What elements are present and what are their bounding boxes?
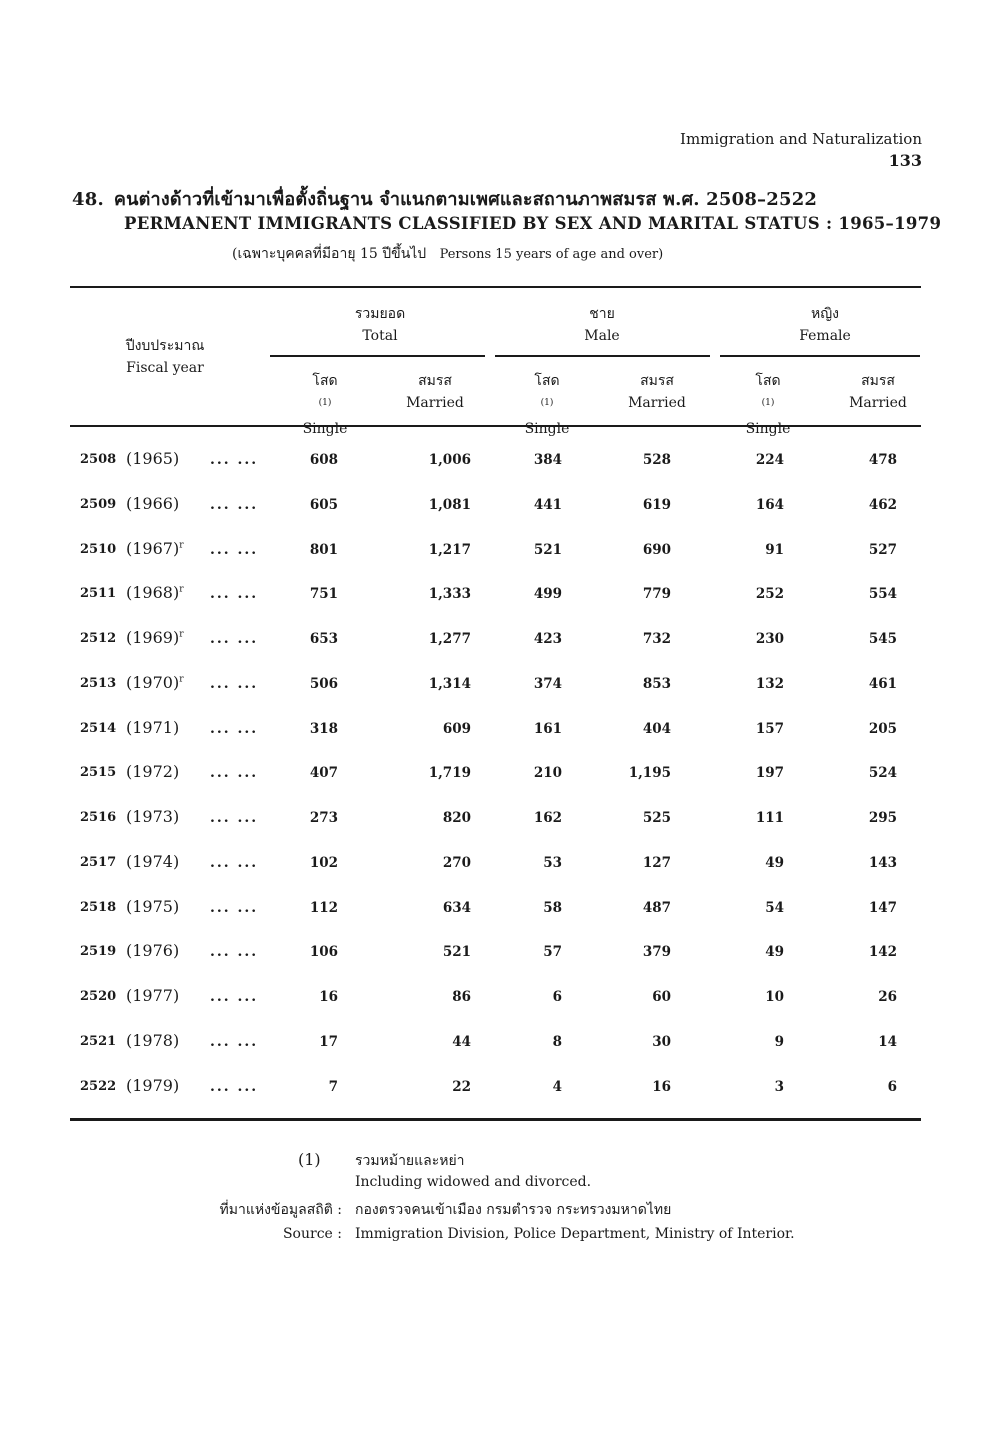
- table-cell: 779: [642, 586, 671, 603]
- table-cell: 853: [642, 675, 671, 692]
- table-cell: 525: [642, 810, 671, 826]
- table-cell: 1,719: [428, 765, 471, 782]
- table-cell: 30: [652, 1033, 671, 1050]
- table-cell: 161: [533, 720, 562, 737]
- table-cell: 273: [309, 810, 338, 826]
- table-cell: 10: [765, 989, 784, 1005]
- table-cell: 524: [868, 765, 897, 782]
- table-row: [0, 538, 990, 572]
- subheader-thai: โสด: [312, 373, 338, 389]
- table-cell: 619: [642, 496, 671, 513]
- table-title-thai: [72, 184, 817, 213]
- table-cell: 7: [328, 1078, 338, 1095]
- leader-dots: ... ...: [210, 586, 259, 603]
- fiscal-year-be: 2518: [80, 899, 117, 915]
- fiscal-year-ad: [126, 1031, 179, 1050]
- fiscal-year-be: 2515: [80, 765, 117, 781]
- leader-dots: ... ...: [210, 1078, 259, 1095]
- table-cell: 6: [552, 989, 562, 1005]
- table-row: [0, 986, 990, 1019]
- table-cell: 1,333: [428, 586, 471, 603]
- fiscal-year-be: 2519: [80, 944, 117, 960]
- total-group-line: [270, 355, 485, 357]
- fiscal-year-be: 2511: [80, 586, 117, 602]
- table-cell: 270: [442, 854, 471, 871]
- year-ad-text: (1966): [126, 493, 180, 513]
- footnote-marker: (1): [298, 1150, 321, 1169]
- fiscal-year-ad: [126, 673, 184, 692]
- fiscal-year-ad: [126, 762, 179, 781]
- table-cell: 49: [765, 944, 784, 961]
- table-cell: 143: [868, 854, 897, 871]
- subheader-english: Married: [406, 395, 464, 411]
- table-row: [0, 493, 990, 527]
- footnote-english: Including widowed and divorced.: [355, 1174, 592, 1190]
- table-cell: 499: [533, 586, 562, 603]
- scope-note-thai: (เฉพาะบุคคลที่มีอายุ 15 ปีขึ้นไป: [232, 246, 427, 262]
- table-cell: 521: [533, 541, 562, 558]
- leader-dots: ... ...: [210, 989, 259, 1005]
- fiscal-year-be: 2522: [80, 1078, 117, 1094]
- table-cell: 224: [755, 452, 784, 468]
- table-cell: 16: [319, 989, 338, 1005]
- fiscal-year-ad: [126, 449, 179, 468]
- table-cell: 49: [765, 854, 784, 871]
- year-ad-text: (1973): [126, 807, 180, 826]
- year-ad-text: (1970): [126, 672, 180, 692]
- leader-dots: ... ...: [210, 631, 259, 647]
- year-ad-text: (1969): [126, 628, 180, 647]
- subheader-male-married: [607, 370, 707, 414]
- table-cell: 22: [452, 1078, 471, 1095]
- fiscal-year-be: 2513: [80, 675, 117, 691]
- table-cell: 506: [309, 675, 338, 692]
- year-ad-text: (1978): [126, 1030, 180, 1050]
- leader-dots: ... ...: [210, 496, 259, 513]
- leader-dots: ... ...: [210, 765, 259, 782]
- scope-note-english: Persons 15 years of age and over): [439, 247, 664, 262]
- group-male-thai: ชาย: [589, 306, 615, 322]
- table-row: [0, 1030, 990, 1064]
- table-row: [0, 583, 990, 616]
- group-female-thai: หญิง: [811, 306, 839, 322]
- table-cell: 91: [765, 541, 784, 558]
- table-cell: 441: [533, 496, 562, 513]
- table-cell: 487: [642, 899, 671, 916]
- table-cell: 197: [755, 765, 784, 782]
- table-cell: 527: [868, 541, 897, 558]
- table-cell: 26: [878, 989, 897, 1005]
- table-cell: 16: [652, 1078, 671, 1095]
- fiscal-year-ad: [126, 897, 179, 916]
- subheader-male-single: [497, 370, 597, 440]
- table-cell: 8: [552, 1033, 562, 1050]
- table-cell: 634: [442, 899, 471, 916]
- table-title-english: PERMANENT IMMIGRANTS CLASSIFIED BY SEX AND MARITAL STATUS : 1965–1979: [124, 214, 942, 233]
- table-row: [0, 807, 990, 840]
- table-cell: 210: [533, 765, 562, 782]
- table-cell: 127: [642, 854, 671, 871]
- table-cell: 384: [533, 452, 562, 468]
- table-cell: 53: [543, 854, 562, 871]
- table-cell: 111: [755, 810, 784, 826]
- subheader-thai: โสด: [755, 373, 781, 389]
- subheader-english: Married: [628, 395, 686, 411]
- revised-marker: r: [179, 540, 184, 551]
- fiscal-year-be: 2508: [80, 452, 117, 467]
- table-cell: 112: [309, 899, 338, 916]
- leader-dots: ... ...: [210, 854, 259, 871]
- year-ad-text: (1976): [126, 941, 180, 961]
- table-cell: 407: [309, 765, 338, 782]
- table-row: [0, 1075, 990, 1109]
- group-total-thai: รวมยอด: [354, 306, 406, 322]
- subheader-english: Single: [302, 420, 348, 437]
- table-cell: 545: [868, 631, 897, 647]
- table-cell: 653: [309, 631, 338, 647]
- title-thai-text: คนต่างด้าวที่เข้ามาเพื่อตั้งถิ่นฐาน จำแนกตามเพศและสถานภาพสมรส พ.ศ. 2508–2522: [113, 189, 818, 210]
- table-cell: 60: [652, 989, 671, 1005]
- revised-marker: r: [179, 674, 184, 685]
- table-cell: 690: [642, 541, 671, 558]
- subheader-thai: โสด: [534, 373, 560, 389]
- fiscal-year-ad: [126, 718, 179, 737]
- group-header-male: [532, 303, 672, 347]
- table-cell: 86: [452, 989, 471, 1005]
- table-cell: 521: [442, 944, 471, 961]
- table-cell: 732: [642, 631, 671, 647]
- table-cell: 230: [755, 631, 784, 647]
- group-total-english: Total: [362, 328, 398, 344]
- leader-dots: ... ...: [210, 541, 259, 558]
- table-cell: 205: [868, 720, 897, 737]
- leader-dots: ... ...: [210, 810, 259, 826]
- footnote-ref: (1): [318, 398, 332, 408]
- subheader-thai: สมรส: [418, 373, 452, 389]
- stub-header-thai: ปีงบประมาณ: [125, 338, 205, 354]
- table-cell: 751: [309, 586, 338, 603]
- fiscal-year-be: 2510: [80, 541, 117, 557]
- male-group-line: [495, 355, 710, 357]
- table-cell: 14: [878, 1033, 897, 1050]
- table-cell: 404: [642, 720, 671, 737]
- fiscal-year-ad: [126, 1076, 179, 1095]
- table-cell: 4: [552, 1078, 562, 1095]
- table-cell: 295: [868, 810, 897, 826]
- table-cell: 54: [765, 899, 784, 916]
- table-row: [0, 941, 990, 974]
- table-cell: 147: [868, 899, 897, 916]
- table-cell: 318: [309, 720, 338, 737]
- subheader-english: Single: [524, 420, 570, 437]
- table-cell: 162: [533, 810, 562, 826]
- table-row: [0, 672, 990, 706]
- year-ad-text: (1975): [126, 896, 180, 916]
- table-cell: 9: [774, 1033, 784, 1050]
- fiscal-year-be: 2514: [80, 720, 117, 736]
- fiscal-year-be: 2516: [80, 810, 117, 825]
- footnote-ref: (1): [761, 398, 775, 408]
- year-ad-text: (1977): [126, 986, 180, 1005]
- table-cell: 44: [452, 1033, 471, 1050]
- running-header-section: Immigration and Naturalization: [680, 130, 922, 148]
- table-scope-note: [232, 243, 663, 265]
- fiscal-year-ad: [126, 852, 179, 871]
- subheader-female-married: [828, 370, 928, 414]
- fiscal-year-be: 2512: [80, 631, 117, 646]
- leader-dots: ... ...: [210, 944, 259, 961]
- table-row: [0, 762, 990, 795]
- stub-header: [95, 335, 235, 379]
- year-ad-text: (1974): [126, 851, 180, 871]
- table-cell: 379: [642, 944, 671, 961]
- table-cell: 3: [774, 1078, 784, 1095]
- female-group-line: [720, 355, 920, 357]
- table-row: [0, 851, 990, 885]
- leader-dots: ... ...: [210, 675, 259, 692]
- table-cell: 17: [319, 1033, 338, 1050]
- footnote-thai: รวมหม้ายและหย่า: [355, 1153, 465, 1169]
- source-thai: กองตรวจคนเข้าเมือง กรมตำรวจ กระทรวงมหาดไทย: [355, 1202, 672, 1218]
- table-cell: 608: [309, 452, 338, 468]
- source-english: Immigration Division, Police Department, Ministry of Interior.: [355, 1226, 795, 1242]
- subheader-total-single: [275, 370, 375, 440]
- subheader-thai: สมรส: [640, 373, 674, 389]
- table-cell: 554: [868, 586, 897, 603]
- fiscal-year-be: 2521: [80, 1033, 117, 1049]
- table-cell: 102: [309, 854, 338, 871]
- table-cell: 528: [642, 452, 671, 468]
- table-cell: 1,195: [628, 765, 671, 782]
- table-cell: 142: [868, 944, 897, 961]
- table-cell: 461: [868, 675, 897, 692]
- revised-marker: r: [179, 629, 184, 640]
- table-cell: 462: [868, 496, 897, 513]
- fiscal-year-ad: [126, 583, 184, 602]
- revised-marker: r: [179, 584, 184, 595]
- subheader-total-married: [385, 370, 485, 414]
- fiscal-year-be: 2509: [80, 496, 117, 512]
- group-header-total: [310, 303, 450, 347]
- subheader-english: Single: [745, 420, 791, 437]
- table-cell: 609: [442, 720, 471, 737]
- table-cell: 1,314: [428, 675, 471, 692]
- source-label-thai: ที่มาแห่งข้อมูลสถิติ :: [219, 1202, 342, 1218]
- subheader-thai: สมรส: [861, 373, 895, 389]
- table-cell: 58: [543, 899, 562, 916]
- table-cell: 605: [309, 496, 338, 513]
- table-row: [0, 449, 990, 482]
- table-row: [0, 896, 990, 930]
- fiscal-year-ad: [126, 986, 179, 1005]
- table-cell: 478: [868, 452, 897, 468]
- leader-dots: ... ...: [210, 452, 259, 468]
- table-cell: 1,277: [428, 631, 471, 647]
- stub-header-english: Fiscal year: [126, 360, 204, 376]
- subheader-english: Married: [849, 395, 907, 411]
- table-cell: 374: [533, 675, 562, 692]
- table-cell: 57: [543, 944, 562, 961]
- table-cell: 157: [755, 720, 784, 737]
- year-ad-text: (1971): [126, 717, 180, 737]
- table-cell: 132: [755, 675, 784, 692]
- fiscal-year-ad: [126, 628, 184, 647]
- table-cell: 1,081: [428, 496, 471, 513]
- fiscal-year-be: 2520: [80, 989, 117, 1004]
- fiscal-year-ad: [126, 941, 179, 960]
- table-cell: 423: [533, 631, 562, 647]
- footnote-ref: (1): [540, 398, 554, 408]
- table-cell: 1,217: [428, 541, 471, 558]
- page-number: 133: [888, 151, 922, 170]
- year-ad-text: (1979): [126, 1075, 180, 1095]
- leader-dots: ... ...: [210, 899, 259, 916]
- fiscal-year-ad: [126, 539, 184, 558]
- group-male-english: Male: [584, 328, 620, 344]
- table-cell: 6: [887, 1078, 897, 1095]
- leader-dots: ... ...: [210, 1033, 259, 1050]
- fiscal-year-be: 2517: [80, 854, 117, 870]
- fiscal-year-ad: [126, 807, 179, 826]
- table-row: [0, 717, 990, 751]
- year-ad-text: (1967): [126, 538, 180, 558]
- table-cell: 164: [755, 496, 784, 513]
- table-cell: 1,006: [428, 452, 471, 468]
- table-number: 48.: [72, 189, 104, 210]
- subheader-female-single: [718, 370, 818, 440]
- table-bottom-rule: [70, 1118, 921, 1121]
- table-row: [0, 628, 990, 661]
- source-label-english: Source :: [282, 1226, 342, 1242]
- table-cell: 252: [755, 586, 784, 603]
- table-top-rule: [70, 286, 921, 288]
- fiscal-year-ad: [126, 494, 179, 513]
- table-cell: 106: [309, 944, 338, 961]
- year-ad-text: (1972): [126, 762, 180, 782]
- table-cell: 801: [309, 541, 338, 558]
- leader-dots: ... ...: [210, 720, 259, 737]
- year-ad-text: (1965): [126, 449, 180, 468]
- group-header-female: [755, 303, 895, 347]
- year-ad-text: (1968): [126, 583, 180, 603]
- table-cell: 820: [442, 810, 471, 826]
- group-female-english: Female: [799, 328, 851, 344]
